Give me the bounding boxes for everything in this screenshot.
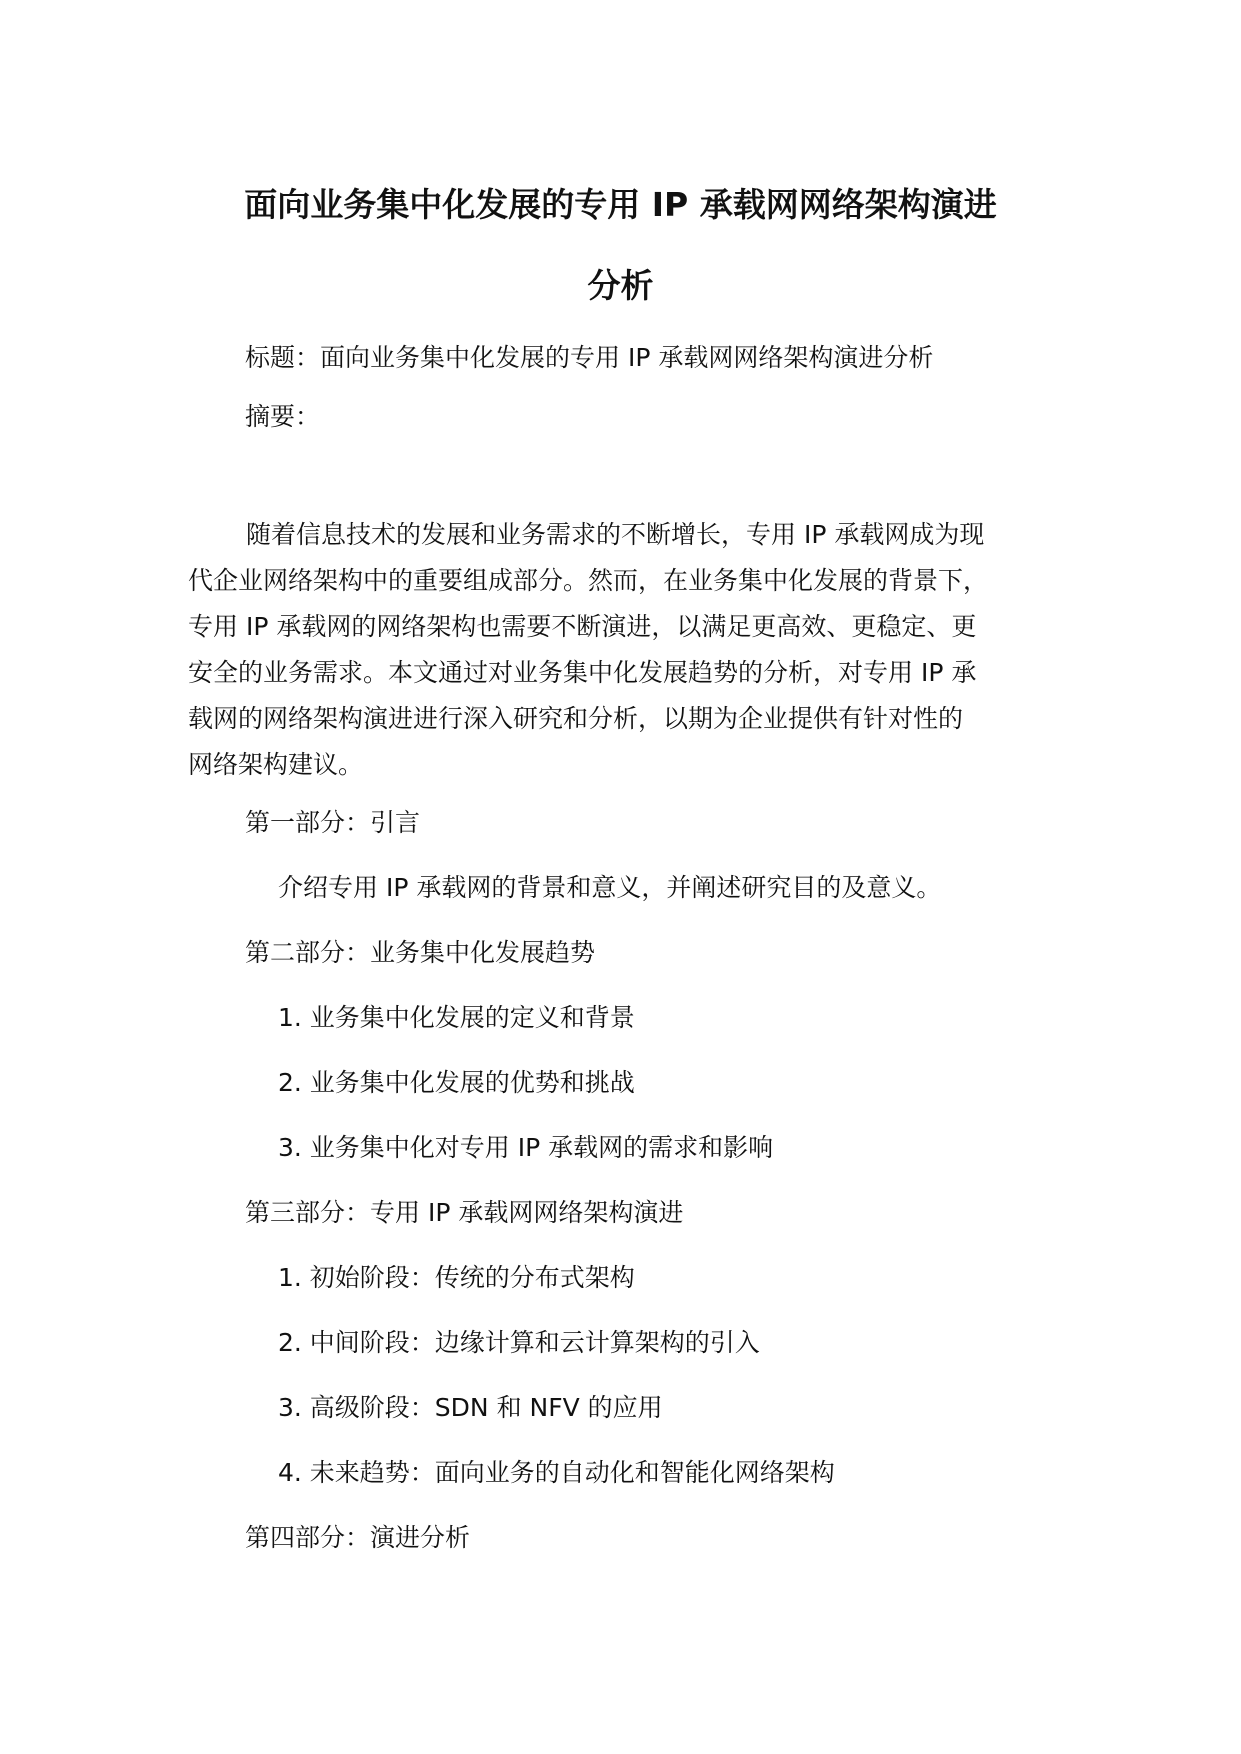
part2-heading: 第二部分：业务集中化发展趋势 — [245, 938, 596, 967]
abstract-label: 摘要： — [245, 402, 321, 431]
part3-list-item: 4. 未来趋势：面向业务的自动化和智能化网络架构 — [278, 1458, 835, 1487]
abstract-line: 随着信息技术的发展和业务需求的不断增长，专用 IP 承载网成为现 — [246, 520, 985, 549]
part3-list-item: 2. 中间阶段：边缘计算和云计算架构的引入 — [278, 1328, 760, 1357]
part3-list-item: 3. 高级阶段：SDN 和 NFV 的应用 — [278, 1393, 663, 1422]
part2-list-item: 1. 业务集中化发展的定义和背景 — [278, 1003, 635, 1032]
abstract-line: 载网的网络架构演进进行深入研究和分析，以期为企业提供有针对性的 — [188, 704, 964, 733]
abstract-line: 网络架构建议。 — [188, 750, 364, 779]
part1-text: 介绍专用 IP 承载网的背景和意义，并阐述研究目的及意义。 — [278, 873, 942, 902]
part3-list-item: 1. 初始阶段：传统的分布式架构 — [278, 1263, 635, 1292]
part1-heading: 第一部分：引言 — [245, 808, 421, 837]
part3-heading: 第三部分：专用 IP 承载网网络架构演进 — [245, 1198, 684, 1227]
abstract-line: 专用 IP 承载网的网络架构也需要不断演进，以满足更高效、更稳定、更 — [188, 612, 977, 641]
abstract-line: 代企业网络架构中的重要组成部分。然而，在业务集中化发展的背景下， — [188, 566, 989, 595]
part2-list-item: 3. 业务集中化对专用 IP 承载网的需求和影响 — [278, 1133, 774, 1162]
part2-list-item: 2. 业务集中化发展的优势和挑战 — [278, 1068, 635, 1097]
part4-heading: 第四部分：演进分析 — [245, 1523, 471, 1552]
abstract-line: 安全的业务需求。本文通过对业务集中化发展趋势的分析，对专用 IP 承 — [188, 658, 977, 687]
document-title-line-2: 分析 — [587, 266, 654, 305]
document-title-line-1: 面向业务集中化发展的专用 IP 承载网网络架构演进 — [244, 185, 997, 224]
title-label: 标题：面向业务集中化发展的专用 IP 承载网网络架构演进分析 — [245, 343, 934, 372]
abstract-paragraph — [188, 512, 1078, 788]
